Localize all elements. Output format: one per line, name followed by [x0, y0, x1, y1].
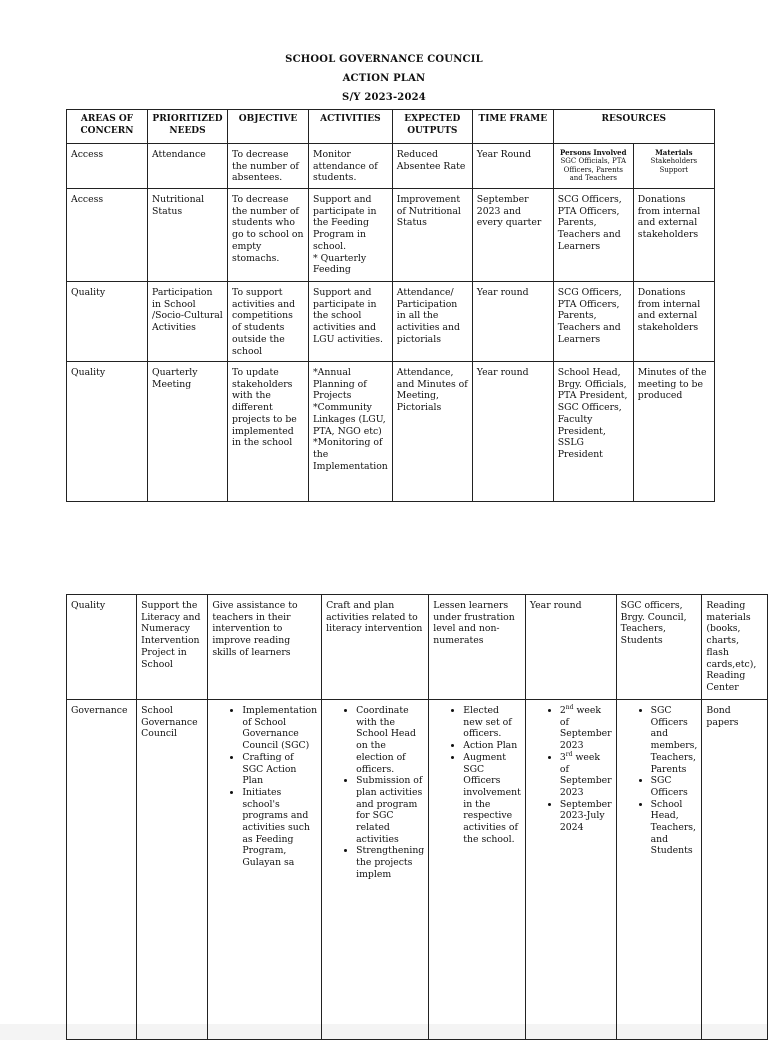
table-row — [67, 700, 768, 1040]
cell-materials: Donations from internal and external stakeholders — [633, 282, 714, 362]
list-item: • September 2023-July 2024 — [560, 799, 612, 834]
cell-timeframe — [525, 700, 616, 1040]
materials-heading: Materials — [655, 148, 693, 157]
action-plan-table — [66, 109, 715, 502]
cell-area: Governance — [67, 700, 137, 1040]
cell-area: Quality — [67, 595, 137, 700]
table-row — [67, 595, 768, 700]
cell-area: Access — [67, 144, 148, 189]
cell-objective: To decrease the number of absentees. — [228, 144, 309, 189]
cell-activities: Support and participate in the Feeding Program in school. * Quarterly Feeding — [309, 189, 393, 282]
list-item: • SGC Officers and members, Teachers, Parents — [651, 705, 698, 775]
table-row — [67, 282, 715, 362]
cell-materials: Donations from internal and external stakeholders — [633, 189, 714, 282]
cell-outputs: Reduced Absentee Rate — [392, 144, 472, 189]
cell-persons — [553, 144, 633, 189]
cell-outputs: Attendance, and Minutes of Meeting, Pictorials — [392, 362, 472, 502]
action-plan-title: ACTION PLAN — [342, 73, 426, 84]
header-prioritized-needs: PRIORITIZED NEEDS — [148, 110, 228, 144]
document-title-block — [0, 50, 768, 107]
list-item: • 2nd week of September 2023 — [560, 705, 612, 752]
cell-persons: SCG Officers, PTA Officers, Parents, Teachers and Learners — [553, 282, 633, 362]
cell-objective: To update stakeholders with the different projects to be implemented in the school — [228, 362, 309, 502]
cell-needs: Nutritional Status — [148, 189, 228, 282]
header-resources: RESOURCES — [553, 110, 714, 144]
list-item: • School Head, Teachers, and Students — [651, 799, 698, 858]
list-item: • SGC Officers — [651, 775, 698, 798]
cell-materials — [633, 144, 714, 189]
cell-area: Quality — [67, 362, 148, 502]
cell-timeframe: Year round — [472, 362, 553, 502]
cell-materials: Bond papers — [702, 700, 768, 1040]
cell-objective: Give assistance to teachers in their intervention to improve reading skills of learners — [208, 595, 322, 700]
cell-persons: SCG Officers, PTA Officers, Parents, Teachers and Learners — [553, 189, 633, 282]
list-item: • Strengthening the projects implem — [356, 845, 424, 880]
cell-materials: Reading materials (books, charts, flash cards,etc), Reading Center — [702, 595, 768, 700]
header-areas-of-concern: AREAS OF CONCERN — [67, 110, 148, 144]
cell-persons — [616, 700, 702, 1040]
cell-timeframe: Year Round — [472, 144, 553, 189]
list-item: • Implementation of School Governance Council (SGC) — [242, 705, 317, 752]
header-objective: OBJECTIVE — [228, 110, 309, 144]
list-item: • Submission of plan activities and program for SGC related activities — [356, 775, 424, 845]
outputs-list — [433, 705, 521, 845]
materials-text: Stakeholders Support — [650, 157, 698, 174]
cell-area: Access — [67, 189, 148, 282]
table-row — [67, 189, 715, 282]
cell-outputs: Improvement of Nutritional Status — [392, 189, 472, 282]
cell-needs: Participation in School /Socio-Cultural Activities — [148, 282, 228, 362]
header-expected-outputs: EXPECTED OUTPUTS — [392, 110, 472, 144]
objective-list — [212, 705, 317, 869]
cell-needs: Quarterly Meeting — [148, 362, 228, 502]
table-header-row — [67, 110, 715, 144]
table-row — [67, 144, 715, 189]
cell-outputs: Attendance/ Participation in all the activities and pictorials — [392, 282, 472, 362]
action-plan-table-continued — [66, 594, 768, 1040]
table-row — [67, 362, 715, 502]
cell-needs: Support the Literacy and Numeracy Intervention Project in School — [137, 595, 208, 700]
cell-needs: School Governance Council — [137, 700, 208, 1040]
cell-area: Quality — [67, 282, 148, 362]
header-time-frame: TIME FRAME — [472, 110, 553, 144]
cell-objective: To support activities and competitions of students outside the school — [228, 282, 309, 362]
list-item: • 3rd week of September 2023 — [560, 752, 612, 799]
cell-timeframe: Year round — [472, 282, 553, 362]
activities-list — [326, 705, 424, 881]
cell-activities: *Annual Planning of Projects *Community Linkages (LGU, PTA, NGO etc) *Monitoring of the Implementation — [309, 362, 393, 502]
cell-persons: SGC officers, Brgy. Council, Teachers, Students — [616, 595, 702, 700]
school-year-title: S/Y 2023-2024 — [342, 92, 426, 103]
list-item: • Crafting of SGC Action Plan — [242, 752, 317, 787]
list-item: • Initiates school's programs and activities such as Feeding Program, Gulayan sa — [242, 787, 317, 869]
timeframe-list — [530, 705, 612, 834]
cell-objective: To decrease the number of students who go to school on empty stomachs. — [228, 189, 309, 282]
cell-activities: Monitor attendance of students. — [309, 144, 393, 189]
list-item: • Coordinate with the School Head on the election of officers. — [356, 705, 424, 775]
cell-activities — [322, 700, 429, 1040]
cell-materials: Minutes of the meeting to be produced — [633, 362, 714, 502]
cell-objective — [208, 700, 322, 1040]
cell-needs: Attendance — [148, 144, 228, 189]
cell-timeframe: September 2023 and every quarter — [472, 189, 553, 282]
cell-outputs — [429, 700, 526, 1040]
council-title: SCHOOL GOVERNANCE COUNCIL — [285, 54, 483, 65]
persons-list — [621, 705, 698, 857]
cell-timeframe: Year round — [525, 595, 616, 700]
persons-involved-text: SGC Officials, PTA Officers, Parents and Teachers — [560, 157, 627, 182]
cell-outputs: Lessen learners under frustration level and non-numerates — [429, 595, 526, 700]
list-item: • Augment SGC Officers involvement in the respective activities of the school. — [463, 752, 521, 846]
header-activities: ACTIVITIES — [309, 110, 393, 144]
cell-persons: School Head, Brgy. Officials, PTA President, SGC Officers, Faculty President, SSLG President — [553, 362, 633, 502]
list-item: • Action Plan — [463, 740, 521, 752]
list-item: • Elected new set of officers. — [463, 705, 521, 740]
cell-activities: Craft and plan activities related to literacy intervention — [322, 595, 429, 700]
cell-activities: Support and participate in the school activities and LGU activities. — [309, 282, 393, 362]
persons-involved-heading: Persons Involved — [560, 148, 627, 157]
